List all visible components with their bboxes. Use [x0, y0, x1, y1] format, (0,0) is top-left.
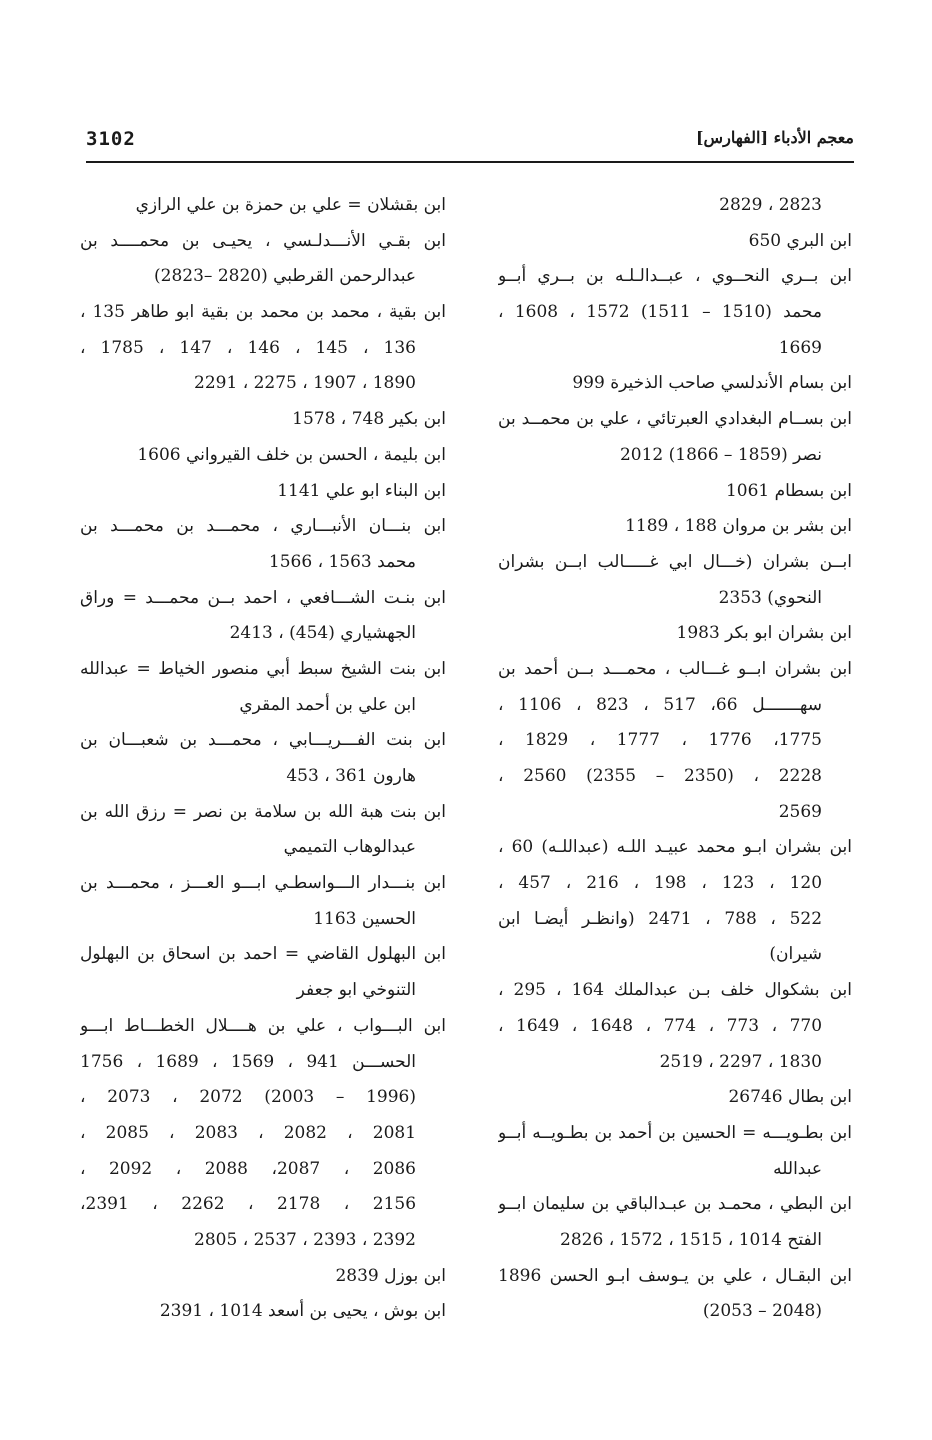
index-entry: ابن بشران ابو بكر 1983: [676, 623, 852, 644]
index-column-left: [80, 188, 446, 1330]
index-entry: ابن البناء ابو علي 1141: [277, 480, 446, 501]
index-entry-continuation: 770 ، 773 ، 774 ، 1648 ، 1649 ،: [498, 1015, 823, 1036]
index-entry: ابن بشران ابــو غـــالب ، محمـــد بــن أحمد بن: [498, 658, 852, 679]
index-entry: ابن بنـت الشـــافعي ، احمد بــن محمـــد = وراق: [80, 587, 446, 608]
index-entry-continuation: 1775، 1776 ، 1777 ، 1829 ،: [498, 730, 822, 751]
index-entry: ابن بقشلان = علي بن حمزة بن علي الرازي: [135, 195, 446, 215]
index-entry: ابن بطال 26746: [728, 1087, 852, 1108]
index-entry-continuation: سهـــــــل 66، 517 ، 823 ، 1106 ،: [498, 694, 823, 715]
index-entry-continuation: عبدالوهاب التميمي: [283, 837, 416, 858]
index-entry-continuation: 120 ، 123 ، 198 ، 216 ، 457 ،: [498, 873, 823, 894]
page-header: [86, 128, 854, 156]
index-entry: ابن بسام الأندلسي صاحب الذخيرة 999: [572, 373, 852, 394]
index-entry-continuation: شيران): [769, 944, 822, 965]
index-entry-continuation: (1996 – 2003) 2072 ، 2073 ،: [80, 1087, 417, 1108]
index-entry: ابن بطـويـــه = الحسين بن أحمد بن بطـويــه أبــو: [498, 1122, 852, 1143]
index-entry: ابن البطي ، محمـد بن عبـدالباقي بن سليمان ابــو: [498, 1194, 852, 1215]
index-entry: ابن بنـــان الأنبـــاري ، محمـــد بن محمـــد بن: [80, 516, 446, 537]
index-entry-continuation: الفتح 1014 ، 1515 ، 1572 ، 2826: [560, 1229, 822, 1250]
index-entry-continuation: الحســـن 941 ، 1569 ، 1689 ، 1756: [80, 1051, 417, 1072]
running-title: معجم الأدباء [الفهارس]: [695, 128, 854, 147]
index-entry: ابن بليمة ، الحسن بن خلف القيرواني 1606: [137, 444, 446, 465]
index-entry-continuation: نصر (1859 – 1866) 2012: [619, 444, 822, 465]
index-entry: ابن البهلول القاضي = احمد بن اسحاق بن البهلول: [80, 944, 446, 965]
index-entry: ابن بسطام 1061: [725, 480, 852, 501]
index-entry-continuation: النحوي) 2353: [718, 587, 822, 608]
index-entry: ابن البري 650: [748, 230, 852, 251]
index-entry-continuation: 2086 ، 2087، 2088 ، 2092 ،: [80, 1158, 416, 1179]
index-entry: ابن بكير 748 ، 1578: [292, 409, 446, 430]
index-entry-continuation: 2156 ، 2178 ، 2262 ، 2391،: [80, 1194, 417, 1215]
index-entry: ابن البقـال ، علي بن يـوسف ابـو الحسن 1896: [498, 1265, 852, 1286]
index-entry: ابن بقـي الأنـــدلـسي ، يحيـى بن محمــــد بن: [80, 230, 446, 251]
index-entry: ابن بنـــدار الـــواسطـي ابـــو العـــز ، محمـــد بن: [80, 873, 446, 894]
index-entry: ابن البـــواب ، علي بن هــــلال الخطـــاط ابـــو: [80, 1015, 446, 1036]
index-entry-continuation: الجهشياري (454) ، 2413: [229, 623, 416, 644]
index-entry-continuation: (2048 – 2053): [702, 1301, 822, 1322]
index-entry: ابن بســام البغدادي العبرتائي ، علي بن محمــد بن: [498, 409, 852, 430]
index-entry: ابن بقية ، محمد بن محمد بن بقية ابو طاهر 135 ،: [80, 302, 446, 323]
index-entry: ابن بــري النحــوي ، عبــدالـلـه بن بــري أبــو: [498, 266, 852, 287]
header-rule: [86, 161, 854, 163]
index-entry-continuation: عبدالله: [773, 1158, 822, 1179]
index-column-right: [498, 188, 852, 1330]
index-entry-continuation: عبدالرحمن القرطبي (2820 –2823): [154, 266, 416, 287]
index-entry-continuation: محمد (1510 – 1511) 1572 ، 1608 ،: [498, 302, 822, 323]
index-entry-continuation: ابن علي بن أحمد المقري: [239, 694, 416, 715]
index-entry: ابن بشكوال خلف بـن عبدالملك 164 ، 295 ،: [498, 980, 852, 1001]
index-entry-continuation: 1830 ، 2297 ، 2519: [659, 1051, 822, 1072]
index-entry-continuation: 2081 ، 2082 ، 2083 ، 2085 ،: [80, 1122, 417, 1143]
index-entry-continuation: 2228 ، (2350 – 2355) 2560 ،: [498, 766, 822, 786]
page-number: 3102: [86, 128, 136, 150]
index-entry: ابن بنت الفـــريـــابي ، محمـــد بن شعبـــان بن: [80, 730, 446, 751]
index-entry: ابن بنت هبة الله بن سلامة بن نصر = رزق الله بن: [80, 801, 446, 822]
index-entry-continuation: الحسين 1163: [313, 908, 416, 929]
index-entry-continuation: 522 ، 788 ، 2471 (وانظـر أيضـا ابن: [498, 908, 823, 929]
index-entry-continuation: التنوخي ابو جعفر: [296, 980, 416, 1001]
index-entry: ابــن بشران (خـــال ابي غـــــالب ابــن بشران: [498, 551, 852, 572]
index-entry: ابن بوش ، يحيى بن أسعد 1014 ، 2391: [159, 1301, 446, 1322]
index-entry-continuation: 1669: [778, 337, 822, 358]
index-entry: ابن بشران ابـو محمد عبيـد اللـه (عبداللـه) 60 ،: [498, 837, 852, 858]
index-entry-continuation: هارون 361 ، 453: [286, 766, 416, 786]
index-entry-continuation: 1890 ، 1907 ، 2275 ، 2291: [194, 373, 416, 394]
index-entry-continuation: محمد 1563 ، 1566: [268, 551, 416, 572]
index-entry: ابن بنت الشيخ سبط أبي منصور الخياط = عبدالله: [80, 658, 446, 679]
index-entry-continuation: 136 ، 145 ، 146 ، 147 ، 1785 ،: [80, 337, 416, 358]
index-entry-continuation: 2392 ، 2393 ، 2537 ، 2805: [194, 1229, 416, 1250]
index-entry: ابن بشر بن مروان 188 ، 1189: [625, 516, 852, 537]
index-entry-continuation: 2569: [778, 801, 822, 822]
index-entry: ابن بوزل 2839: [335, 1265, 446, 1286]
index-entry-continuation: 2823 ، 2829: [719, 195, 822, 215]
